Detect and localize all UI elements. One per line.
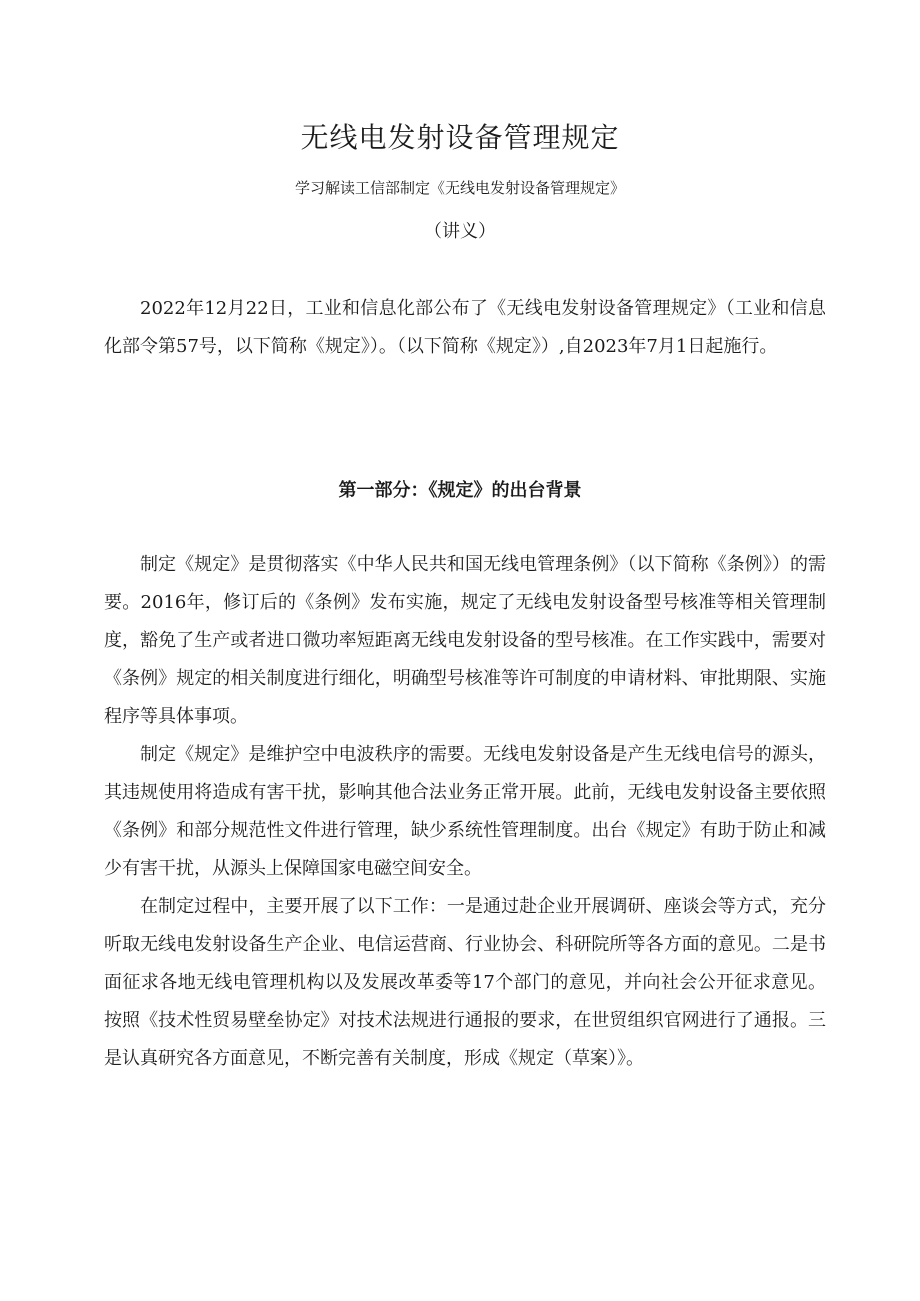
section-body <box>104 546 826 1078</box>
paragraph: 制定《规定》是贯彻落实《中华人民共和国无线电管理条例》（以下简称《条例》）的需要。2016年，修订后的《条例》发布实施，规定了无线电发射设备型号核准等相关管理制度，豁免了生产或者进口微功率短距离无线电发射设备的型号核准。在工作实践中，需要对《条例》规定的相关制度进行细化，明确型号核准等许可制度的申请材料、审批期限、实施程序等具体事项。 <box>104 554 826 727</box>
paragraph: 在制定过程中，主要开展了以下工作：一是通过赴企业开展调研、座谈会等方式，充分听取无线电发射设备生产企业、电信运营商、行业协会、科研院所等各方面的意见。二是书面征求各地无线电管理机构以及发展改革委等17个部门的意见，并向社会公开征求意见。按照《技术性贸易壁垒协定》对技术法规进行通报的要求，在世贸组织官网进行了通报。三是认真研究各方面意见，不断完善有关制度，形成《规定（草案）》。 <box>104 896 826 1069</box>
intro-block <box>104 290 826 366</box>
document-subtitle: 学习解读工信部制定《无线电发射设备管理规定》 <box>294 179 625 197</box>
document-title: 无线电发射设备管理规定 <box>300 121 620 154</box>
intro-paragraph: 2022年12月22日，工业和信息化部公布了《无线电发射设备管理规定》（工业和信息化部令第57号，以下简称《规定》）。（以下简称《规定》）,自2023年7月1日起施行。 <box>104 298 826 357</box>
paragraph: 制定《规定》是维护空中电波秩序的需要。无线电发射设备是产生无线电信号的源头，其违规使用将造成有害干扰，影响其他合法业务正常开展。此前，无线电发射设备主要依照《条例》和部分规范性文件进行管理，缺少系统性管理制度。出台《规定》有助于防止和减少有害干扰，从源头上保障国家电磁空间安全。 <box>104 744 826 879</box>
lecture-label: （讲义） <box>424 221 496 242</box>
section-heading: 第一部分：《规定》的出台背景 <box>338 480 582 501</box>
